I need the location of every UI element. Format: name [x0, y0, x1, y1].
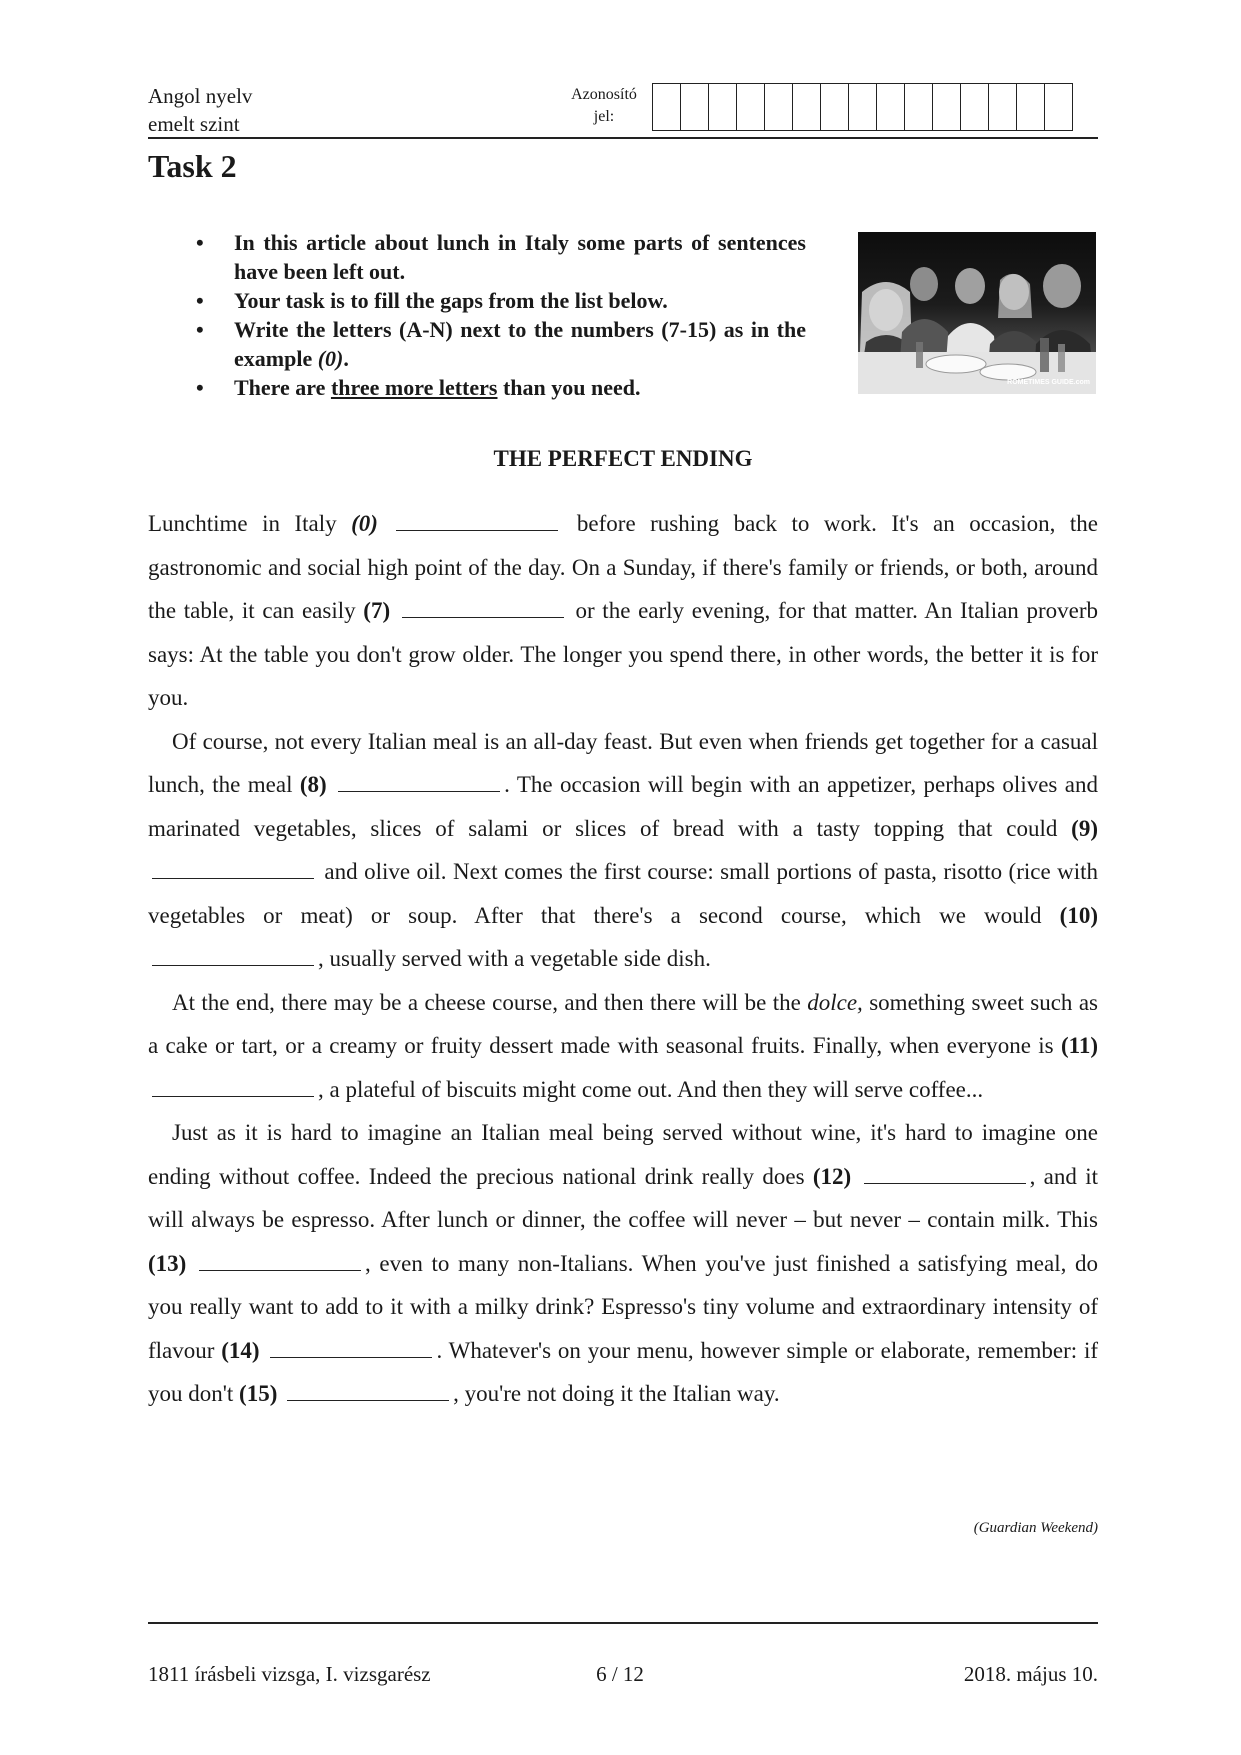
footer-divider [148, 1622, 1098, 1624]
gap-answer-blank[interactable] [152, 945, 314, 966]
article-text: , even to many non-Italians. When you've just finished a satisfying meal, do you really want to add to it with a milky drink? Espresso's tiny volume and extraordinary intensity of flavour [148, 1250, 1099, 1363]
id-box[interactable] [989, 83, 1017, 131]
task-title: Task 2 [148, 148, 237, 184]
person-head [955, 268, 985, 304]
id-label [548, 84, 660, 128]
article-text: or the early evening, for that matter. An Italian proverb says: At the table you don't grow older. The longer you spend there, in other words, the better it is for you. [148, 598, 1098, 710]
article-text: and olive oil. Next comes the first course: small portions of pasta, risotto (rice with vegetables or meat) or soup. After that there's a second course, which we would [148, 859, 1098, 928]
plate [980, 364, 1036, 380]
level-label: emelt szint [148, 112, 240, 136]
id-box[interactable] [821, 83, 849, 131]
photo-watermark: ROMETIMES GUIDE.com [1007, 379, 1090, 386]
instruction-item [196, 373, 806, 402]
gap-answer-blank[interactable] [287, 1380, 449, 1401]
footer-date: 2018. május 10. [963, 1662, 1098, 1686]
subject-label: Angol nyelv [148, 84, 253, 108]
id-label-line2: jel: [593, 108, 615, 125]
article-text: Lunchtime in Italy [148, 511, 352, 536]
id-box[interactable] [793, 83, 821, 131]
gap-answer-blank[interactable] [152, 858, 314, 879]
gap-number: (11) [1060, 1033, 1098, 1058]
gap-answer-blank[interactable] [396, 510, 558, 531]
exam-header-subject [148, 82, 252, 138]
article-text: something sweet such as a cake or tart, or a creamy or fruity dessert made with seasonal fruits. Finally, when everyone is [148, 989, 1099, 1058]
glass [916, 342, 923, 368]
gap-answer-blank[interactable] [402, 597, 564, 618]
gap-answer-blank[interactable] [199, 1250, 361, 1271]
instruction-text: Write the letters (A-N) next to the numbers (7-15) as in the example [234, 317, 806, 371]
article-text: Just as it is hard to imagine an Italian meal being served without wine, it's hard to imagine one ending without coffee. Indeed the precious national drink really does [148, 1120, 1098, 1189]
article-text: . Whatever's on your menu, however simple or elaborate, remember: if you don't [148, 1337, 1099, 1406]
instruction-item [196, 228, 806, 286]
id-box[interactable] [1017, 83, 1045, 131]
id-box[interactable] [709, 83, 737, 131]
article-title: THE PERFECT ENDING [493, 446, 753, 471]
gap-answer-blank[interactable] [270, 1337, 432, 1358]
article-text: before rushing back to work. It's an occasion, the gastronomic and social high point of the day. On a Sunday, if there's family or friends, or both, around the table, it can easily [148, 511, 1098, 623]
lunch-photo [858, 232, 1096, 394]
article-text: , a plateful of biscuits might come out. And then they will serve coffee... [318, 1076, 984, 1102]
instruction-text: Your task is to fill the gaps from the list below. [234, 288, 668, 313]
id-box[interactable] [653, 83, 681, 131]
photo-illustration [858, 232, 1096, 394]
gap-number: (13) [148, 1250, 187, 1276]
glass [1040, 338, 1049, 372]
article-text: At the end, there may be a cheese course, and then there will be the [172, 989, 808, 1015]
article-text: , you're not doing it the Italian way. [453, 1381, 780, 1406]
article-text: , and it will always be espresso. After lunch or dinner, the coffee will never – but never – contain milk. This [148, 1163, 1098, 1232]
gap-number: (0) [351, 511, 378, 536]
instruction-item [196, 286, 806, 315]
gap-number: (7) [363, 598, 391, 623]
gap-answer-blank[interactable] [864, 1163, 1026, 1184]
id-label-line1: Azonosító [571, 86, 637, 103]
article-body [148, 502, 1098, 1416]
article-paragraph [148, 720, 1098, 981]
gap-number: (12) [812, 1163, 852, 1189]
id-box[interactable] [961, 83, 989, 131]
footer-exam-name: 1811 írásbeli vizsga, I. vizsgarész [148, 1662, 431, 1686]
instruction-text: . [343, 346, 349, 371]
gap-number: (14) [221, 1337, 260, 1363]
instruction-text: than you need. [497, 375, 641, 400]
gap-number: (8) [299, 772, 327, 797]
glass [1058, 344, 1065, 372]
article-text-italic: dolce, [807, 989, 863, 1015]
footer-page-number: 6 / 12 [596, 1662, 644, 1686]
id-box[interactable] [1045, 83, 1073, 131]
instruction-text: three more letters [330, 375, 498, 400]
article-paragraph [148, 1111, 1098, 1416]
article-text: , usually served with a vegetable side dish. [318, 946, 711, 971]
header-divider [148, 137, 1098, 139]
instruction-text: In this article about lunch in Italy some parts of sentences have been left out. [234, 230, 806, 284]
instruction-text: (0) [317, 346, 344, 371]
person-hair [998, 274, 1032, 318]
instruction-text: There are [234, 375, 331, 400]
gap-answer-blank[interactable] [338, 771, 500, 792]
gap-number: (9) [1071, 815, 1098, 841]
gap-number: (10) [1059, 902, 1098, 928]
id-box[interactable] [737, 83, 765, 131]
id-box[interactable] [765, 83, 793, 131]
gap-answer-blank[interactable] [152, 1076, 314, 1097]
article-text: . The occasion will begin with an appetizer, perhaps olives and marinated vegetables, slices of salami or slices of bread with a tasty topping that could [148, 772, 1098, 841]
article-text: Of course, not every Italian meal is an all-day feast. But even when friends get together for a casual lunch, the meal [148, 728, 1098, 797]
article-paragraph [148, 502, 1098, 720]
gap-number: (15) [239, 1381, 278, 1406]
id-box[interactable] [905, 83, 933, 131]
id-box[interactable] [849, 83, 877, 131]
person-head [910, 267, 938, 301]
id-boxes[interactable] [652, 83, 1073, 131]
person-head [1043, 264, 1081, 308]
id-box[interactable] [933, 83, 961, 131]
plate [926, 355, 986, 373]
id-box[interactable] [681, 83, 709, 131]
article-source: (Guardian Weekend) [973, 1520, 1098, 1536]
id-box[interactable] [877, 83, 905, 131]
instruction-item [196, 315, 806, 373]
instruction-list [196, 228, 806, 402]
article-paragraph [148, 981, 1098, 1112]
